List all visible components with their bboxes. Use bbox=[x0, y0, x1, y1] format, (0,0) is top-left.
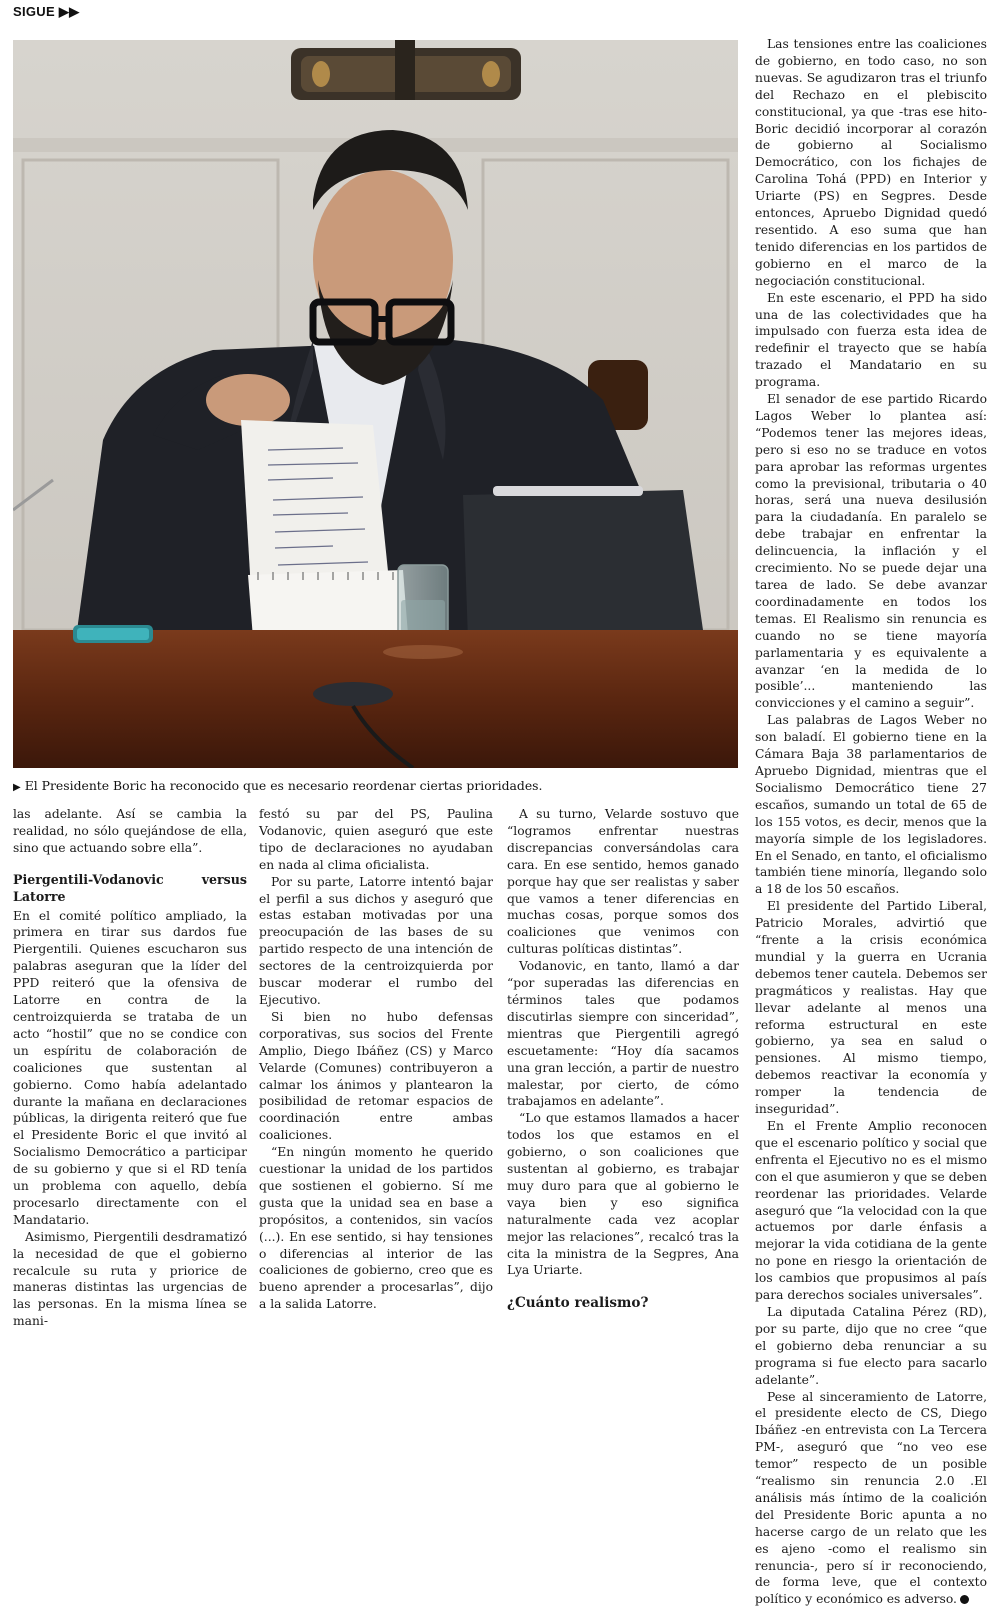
paragraph: En este escenario, el PPD ha sido una de las colectividades que ha impulsado con fuerza esta idea de redefinir el trayecto que se había trazado el Mandatario en su programa. bbox=[755, 290, 987, 391]
paragraph: Vodanovic, en tanto, llamó a dar “por superadas las diferencias en términos tales que podamos discutirlas siempre con sinceridad”, mientras que Piergentili agregó escuetamente: “Hoy día sacamos una gran lección, a partir de nuestro malestar, por cierto, de cómo trabajamos en adelante”. bbox=[507, 958, 739, 1110]
paragraph-text: Pese al sinceramiento de Latorre, el presidente electo de CS, Diego Ibáñez -en entrevista con La Tercera PM-, aseguró que “no veo ese temor” respecto de un posible “realismo sin renuncia 2.0 .El análisis más íntimo de la coalición del Presidente Boric apunta a no hacerse cargo de un relato que les es ajeno -como el realismo sin renuncia-, pero sí ir reconociendo, de forma leve, que el contexto político y económico es adverso. bbox=[755, 1390, 987, 1607]
paragraph: En el comité político ampliado, la primera en tirar sus dardos fue Piergentili. Quienes escucharon sus palabras aseguran que la líder del PPD reiteró que la ofensiva de Latorre en contra de la centroizquierda se trataba de un acto “hostil” que no se condice con un espíritu de colaboración de coaliciones que sustentan al gobierno. Como había adelantado durante la mañana en declaraciones públicas, la dirigenta reiteró que fue el Presidente Boric el que invitó al Socialismo Democrático a participar de su gobierno y que si el RD tenía un problema con aquello, debía procesarlo directamente con el Mandatario. bbox=[13, 908, 247, 1229]
paragraph: En el Frente Amplio reconocen que el escenario político y social que enfrenta el Ejecutivo no es el mismo con el que asumieron y que se deben reordenar las prioridades. Velarde aseguró que “la velocidad con la que actuemos por darle énfasis a mejorar la vida cotidiana de la gente no pone en riesgo la orientación de los cambios que propusimos al país para derechos sociales universales”. bbox=[755, 1118, 987, 1304]
article-photo bbox=[13, 40, 738, 768]
paragraph: “En ningún momento he querido cuestionar la unidad de los partidos que sostienen el gobierno. Sí me gusta que la unidad sea en base a propósitos, a contenidos, sin vacíos (...). En ese sentido, si hay tensiones o diferencias al interior de las coaliciones de gobierno, creo que es bueno aprender a procesarlas”, dijo a la salida Latorre. bbox=[259, 1144, 493, 1313]
paragraph: “Lo que estamos llamados a hacer todos los que estamos en el gobierno, o son coaliciones que sustentan al gobierno, es trabajar muy duro para que al gobierno le vaya bien y eso significa naturalmente cada vez acoplar mejor las relaciones”, recalcó tras la cita la ministra de la Segpres, Ana Lya Uriarte. bbox=[507, 1110, 739, 1279]
paragraph: Las palabras de Lagos Weber no son baladí. El gobierno tiene en la Cámara Baja 38 parlamentarios de Apruebo Dignidad, mientras que el Socialismo Democrático tiene 27 escaños, sumando un total de 65 de los 155 votos, es decir, menos que la mayoría simple de los legisladores. En el Senado, en tanto, el oficialismo también tiene minoría, llegando solo a 18 de los 50 escaños. bbox=[755, 712, 987, 898]
article-column-4 bbox=[755, 36, 987, 1608]
paragraph: El senador de ese partido Ricardo Lagos Weber lo plantea así: “Podemos tener las mejores ideas, pero si eso no se traduce en votos para aprobar las reformas urgentes como la previsional, tributaria o 40 horas, será una nueva desilusión para la ciudadanía. En paralelo se debe trabajar en enfrentar la delincuencia, la inflación y el crecimiento. No se puede dejar una tarea de lado. Se debe avanzar coordinadamente en todos los temas. El Realismo sin renuncia es cuando no se tiene mayoría parlamentaria y es equivalente a avanzar ‘en la medida de lo posible’... manteniendo las convicciones y el camino a seguir”. bbox=[755, 391, 987, 712]
paragraph: Asimismo, Piergentili desdramatizó la necesidad de que el gobierno recalcule su ruta y priorice de maneras distintas las urgencias de las personas. En la misma línea se mani- bbox=[13, 1229, 247, 1330]
paragraph: Las tensiones entre las coaliciones de gobierno, en todo caso, no son nuevas. Se agudizaron tras el triunfo del Rechazo en el plebiscito constitucional, ya que -tras ese hito- Boric decidió incorporar al corazón de gobierno al Socialismo Democrático, con los fichajes de Carolina Tohá (PPD) en Interior y Uriarte (PS) en Segpres. Desde entonces, Apruebo Dignidad quedó resentido. A eso suma que han tenido diferencias en los partidos de gobierno en el marco de la negociación constitucional. bbox=[755, 36, 987, 290]
caption-triangle-icon: ▶ bbox=[13, 782, 21, 793]
article-column-1 bbox=[13, 806, 247, 1330]
end-of-article-icon bbox=[960, 1595, 969, 1604]
subheading: ¿Cuánto realismo? bbox=[507, 1295, 739, 1312]
article-column-3 bbox=[507, 806, 739, 1314]
caption-text: El Presidente Boric ha reconocido que es necesario reordenar ciertas prioridades. bbox=[25, 778, 543, 793]
paragraph: Si bien no hubo defensas corporativas, sus socios del Frente Amplio, Diego Ibáñez (CS) y Marco Velarde (Comunes) contribuyeron a calmar los ánimos y plantearon la posibilidad de retomar espacios de coordinación entre ambas coaliciones. bbox=[259, 1009, 493, 1144]
paragraph: A su turno, Velarde sostuvo que “logramos enfrentar nuestras discrepancias conversándolas cara cara. En ese sentido, hemos ganado porque hay que ser realistas y saber que vamos a tener diferencias en muchas cosas, porque somos dos coaliciones que venimos con culturas políticas distintas”. bbox=[507, 806, 739, 958]
paragraph: La diputada Catalina Pérez (RD), por su parte, dijo que no cree “que el gobierno deba renunciar a su programa si fue electo para sacarlo adelante”. bbox=[755, 1304, 987, 1389]
sigue-label[interactable]: SIGUE ▶▶ bbox=[13, 4, 79, 20]
subheading: Piergentili-Vodanovic versus Latorre bbox=[13, 872, 247, 906]
paragraph bbox=[755, 1389, 987, 1608]
paragraph: El presidente del Partido Liberal, Patricio Morales, advirtió que “frente a la crisis económica mundial y la guerra en Ucrania debemos tener cautela. Debemos ser pragmáticos y realistas. Hay que llevar adelante al menos una reforma estructural en este gobierno, ya sea en salud o pensiones. Al mismo tiempo, debemos reactivar la economía y romper la tendencia de inseguridad”. bbox=[755, 898, 987, 1118]
article-column-2 bbox=[259, 806, 493, 1313]
paragraph: Por su parte, Latorre intentó bajar el perfil a sus dichos y aseguró que estas estaban motivadas por una preocupación de las bases de su partido respecto de una intención de sectores de la centroizquierda por buscar moderar el rumbo del Ejecutivo. bbox=[259, 874, 493, 1009]
paragraph: las adelante. Así se cambia la realidad, no sólo quejándose de ella, sino que actuando sobre ella”. bbox=[13, 806, 247, 857]
photo-caption bbox=[13, 778, 738, 793]
paragraph: festó su par del PS, Paulina Vodanovic, quien aseguró que este tipo de declaraciones no ayudaban en nada al clima oficialista. bbox=[259, 806, 493, 874]
president-photo-illustration bbox=[13, 40, 738, 768]
